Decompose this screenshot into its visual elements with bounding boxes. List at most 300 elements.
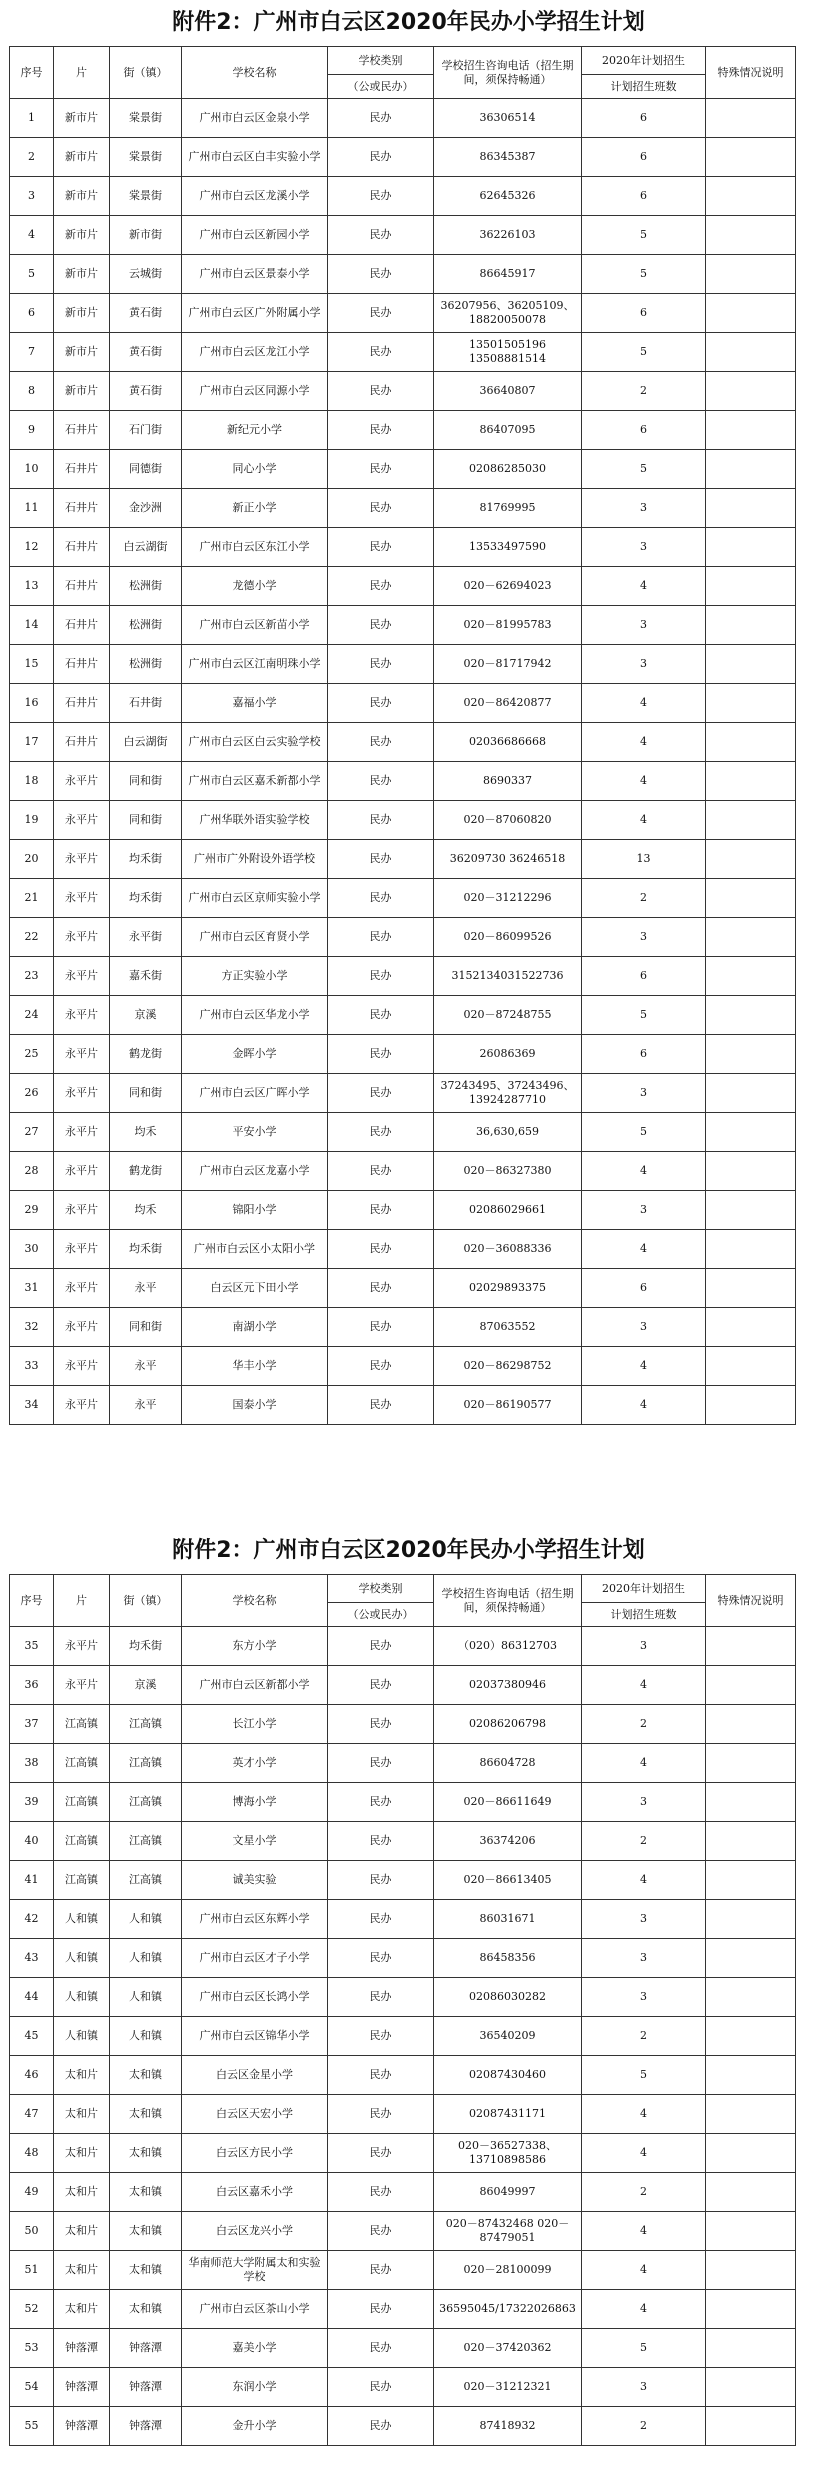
cell-note	[706, 1666, 796, 1705]
cell-area: 钟落潭	[54, 2329, 110, 2368]
cell-type: 民办	[328, 2173, 434, 2212]
table-row	[10, 177, 796, 216]
cell-school: 文星小学	[182, 1822, 328, 1861]
cell-street: 金沙洲	[110, 489, 182, 528]
cell-type: 民办	[328, 1347, 434, 1386]
cell-phone: 020－86611649	[434, 1783, 582, 1822]
cell-street: 同和街	[110, 801, 182, 840]
table-row	[10, 2290, 796, 2329]
cell-street: 江高镇	[110, 1822, 182, 1861]
cell-no: 4	[10, 216, 54, 255]
cell-classes: 6	[582, 99, 706, 138]
cell-school: 广州市白云区江南明珠小学	[182, 645, 328, 684]
cell-no: 10	[10, 450, 54, 489]
cell-classes: 5	[582, 1113, 706, 1152]
cell-phone: 02086206798	[434, 1705, 582, 1744]
table-row	[10, 1308, 796, 1347]
cell-classes: 4	[582, 1152, 706, 1191]
cell-school: 广州市白云区才子小学	[182, 1939, 328, 1978]
cell-note	[706, 957, 796, 996]
cell-street: 同和街	[110, 762, 182, 801]
cell-type: 民办	[328, 489, 434, 528]
cell-note	[706, 567, 796, 606]
cell-area: 江高镇	[54, 1783, 110, 1822]
cell-phone: 02029893375	[434, 1269, 582, 1308]
cell-area: 永平片	[54, 918, 110, 957]
cell-school: 英才小学	[182, 1744, 328, 1783]
cell-classes: 2	[582, 372, 706, 411]
cell-type: 民办	[328, 1822, 434, 1861]
header-no: 序号	[10, 1575, 54, 1627]
cell-note	[706, 1269, 796, 1308]
cell-type: 民办	[328, 2290, 434, 2329]
cell-note	[706, 333, 796, 372]
cell-no: 19	[10, 801, 54, 840]
cell-phone: 36226103	[434, 216, 582, 255]
cell-phone: 020－86613405	[434, 1861, 582, 1900]
cell-note	[706, 606, 796, 645]
cell-school: 广州市白云区京师实验小学	[182, 879, 328, 918]
enrollment-table	[9, 1574, 796, 2446]
cell-phone: 36209730 36246518	[434, 840, 582, 879]
cell-note	[706, 216, 796, 255]
cell-area: 永平片	[54, 879, 110, 918]
cell-classes: 3	[582, 2368, 706, 2407]
cell-classes: 3	[582, 1939, 706, 1978]
cell-type: 民办	[328, 879, 434, 918]
cell-street: 同和街	[110, 1308, 182, 1347]
cell-street: 均禾	[110, 1113, 182, 1152]
cell-phone: 36540209	[434, 2017, 582, 2056]
cell-note	[706, 2134, 796, 2173]
cell-classes: 4	[582, 2290, 706, 2329]
cell-street: 石门街	[110, 411, 182, 450]
cell-phone: 020－28100099	[434, 2251, 582, 2290]
cell-type: 民办	[328, 957, 434, 996]
cell-classes: 6	[582, 294, 706, 333]
cell-no: 48	[10, 2134, 54, 2173]
cell-street: 均禾街	[110, 879, 182, 918]
cell-type: 民办	[328, 606, 434, 645]
cell-note	[706, 2251, 796, 2290]
header-note: 特殊情况说明	[706, 1575, 796, 1627]
cell-area: 江高镇	[54, 1705, 110, 1744]
table-row	[10, 255, 796, 294]
cell-note	[706, 801, 796, 840]
cell-classes: 3	[582, 1783, 706, 1822]
table-row	[10, 1113, 796, 1152]
table-row	[10, 1783, 796, 1822]
table-row	[10, 1822, 796, 1861]
cell-phone: 86407095	[434, 411, 582, 450]
cell-street: 人和镇	[110, 1900, 182, 1939]
cell-phone: 8690337	[434, 762, 582, 801]
cell-note	[706, 1744, 796, 1783]
cell-area: 石井片	[54, 645, 110, 684]
cell-phone: 020－81995783	[434, 606, 582, 645]
table-row	[10, 99, 796, 138]
cell-area: 新市片	[54, 138, 110, 177]
cell-note	[706, 918, 796, 957]
cell-school: 广州市白云区嘉禾新都小学	[182, 762, 328, 801]
cell-note	[706, 1386, 796, 1425]
table-body	[10, 1627, 796, 2446]
cell-school: 广州市白云区广晖小学	[182, 1074, 328, 1113]
table-row	[10, 294, 796, 333]
cell-classes: 4	[582, 1386, 706, 1425]
cell-area: 永平片	[54, 840, 110, 879]
header-area: 片	[54, 47, 110, 99]
table-row	[10, 2329, 796, 2368]
header-plan-sub: 计划招生班数	[582, 1603, 706, 1627]
cell-no: 14	[10, 606, 54, 645]
cell-school: 南湖小学	[182, 1308, 328, 1347]
cell-school: 东方小学	[182, 1627, 328, 1666]
cell-phone: 26086369	[434, 1035, 582, 1074]
cell-note	[706, 1783, 796, 1822]
cell-school: 广州市白云区金泉小学	[182, 99, 328, 138]
cell-street: 钟落潭	[110, 2329, 182, 2368]
table-row	[10, 1705, 796, 1744]
cell-street: 黄石街	[110, 333, 182, 372]
cell-classes: 4	[582, 567, 706, 606]
cell-street: 京溪	[110, 1666, 182, 1705]
table-row	[10, 1978, 796, 2017]
cell-type: 民办	[328, 1308, 434, 1347]
cell-no: 3	[10, 177, 54, 216]
cell-area: 永平片	[54, 1230, 110, 1269]
table-row	[10, 2212, 796, 2251]
cell-area: 永平片	[54, 996, 110, 1035]
table-row	[10, 1035, 796, 1074]
cell-type: 民办	[328, 2407, 434, 2446]
cell-street: 太和镇	[110, 2251, 182, 2290]
table-row	[10, 645, 796, 684]
cell-phone: 81769995	[434, 489, 582, 528]
cell-school: 广州市白云区新园小学	[182, 216, 328, 255]
cell-area: 新市片	[54, 216, 110, 255]
cell-type: 民办	[328, 801, 434, 840]
cell-no: 18	[10, 762, 54, 801]
cell-type: 民办	[328, 645, 434, 684]
cell-classes: 4	[582, 1347, 706, 1386]
cell-school: 嘉福小学	[182, 684, 328, 723]
cell-school: 广州市白云区广外附属小学	[182, 294, 328, 333]
cell-school: 锦阳小学	[182, 1191, 328, 1230]
cell-school: 同心小学	[182, 450, 328, 489]
cell-phone: 02037380946	[434, 1666, 582, 1705]
header-type: 学校类别	[328, 1575, 434, 1603]
table-row	[10, 138, 796, 177]
cell-classes: 4	[582, 2095, 706, 2134]
table-row	[10, 1230, 796, 1269]
cell-type: 民办	[328, 684, 434, 723]
cell-phone: 020－87248755	[434, 996, 582, 1035]
cell-school: 华南师范大学附属太和实验学校	[182, 2251, 328, 2290]
cell-school: 白云区天宏小学	[182, 2095, 328, 2134]
cell-phone: 62645326	[434, 177, 582, 216]
cell-area: 石井片	[54, 528, 110, 567]
cell-classes: 4	[582, 1861, 706, 1900]
cell-area: 新市片	[54, 255, 110, 294]
cell-school: 广州市白云区龙江小学	[182, 333, 328, 372]
cell-area: 永平片	[54, 1308, 110, 1347]
cell-area: 永平片	[54, 1386, 110, 1425]
cell-type: 民办	[328, 255, 434, 294]
cell-no: 37	[10, 1705, 54, 1744]
cell-no: 40	[10, 1822, 54, 1861]
cell-area: 人和镇	[54, 1939, 110, 1978]
cell-note	[706, 1308, 796, 1347]
cell-note	[706, 2329, 796, 2368]
cell-phone: 13501505196 13508881514	[434, 333, 582, 372]
cell-phone: 36207956、36205109、18820050078	[434, 294, 582, 333]
cell-type: 民办	[328, 333, 434, 372]
cell-street: 白云湖街	[110, 723, 182, 762]
cell-street: 太和镇	[110, 2095, 182, 2134]
cell-type: 民办	[328, 1191, 434, 1230]
cell-no: 30	[10, 1230, 54, 1269]
cell-area: 江高镇	[54, 1822, 110, 1861]
cell-phone: 36640807	[434, 372, 582, 411]
cell-street: 太和镇	[110, 2212, 182, 2251]
cell-school: 平安小学	[182, 1113, 328, 1152]
cell-type: 民办	[328, 1744, 434, 1783]
cell-area: 太和片	[54, 2173, 110, 2212]
cell-phone: 020－86420877	[434, 684, 582, 723]
cell-classes: 2	[582, 2017, 706, 2056]
cell-classes: 6	[582, 1035, 706, 1074]
header-phone: 学校招生咨询电话（招生期间，须保持畅通）	[434, 47, 582, 99]
table-row	[10, 996, 796, 1035]
cell-note	[706, 294, 796, 333]
table-row	[10, 606, 796, 645]
cell-no: 2	[10, 138, 54, 177]
cell-no: 47	[10, 2095, 54, 2134]
cell-phone: 87063552	[434, 1308, 582, 1347]
cell-school: 华丰小学	[182, 1347, 328, 1386]
cell-street: 均禾街	[110, 1230, 182, 1269]
cell-classes: 5	[582, 450, 706, 489]
page-title: 附件2：广州市白云区2020年民办小学招生计划	[172, 10, 645, 35]
cell-no: 16	[10, 684, 54, 723]
table-row	[10, 684, 796, 723]
cell-no: 8	[10, 372, 54, 411]
table-row	[10, 2134, 796, 2173]
cell-school: 方正实验小学	[182, 957, 328, 996]
cell-school: 新纪元小学	[182, 411, 328, 450]
cell-type: 民办	[328, 1269, 434, 1308]
cell-type: 民办	[328, 2251, 434, 2290]
page-title: 附件2：广州市白云区2020年民办小学招生计划	[172, 1538, 645, 1563]
cell-note	[706, 138, 796, 177]
cell-classes: 6	[582, 177, 706, 216]
cell-area: 永平片	[54, 1191, 110, 1230]
cell-phone: 020－87060820	[434, 801, 582, 840]
cell-phone: 020－86099526	[434, 918, 582, 957]
cell-no: 39	[10, 1783, 54, 1822]
table-row	[10, 2407, 796, 2446]
cell-type: 民办	[328, 138, 434, 177]
cell-phone: 020－36088336	[434, 1230, 582, 1269]
cell-area: 永平片	[54, 1035, 110, 1074]
table-row	[10, 1627, 796, 1666]
cell-area: 钟落潭	[54, 2407, 110, 2446]
cell-note	[706, 2056, 796, 2095]
cell-classes: 4	[582, 684, 706, 723]
cell-note	[706, 2368, 796, 2407]
cell-note	[706, 450, 796, 489]
cell-type: 民办	[328, 1783, 434, 1822]
cell-note	[706, 489, 796, 528]
cell-no: 50	[10, 2212, 54, 2251]
cell-area: 太和片	[54, 2290, 110, 2329]
table-row	[10, 528, 796, 567]
cell-phone: 3152134031522736	[434, 957, 582, 996]
cell-type: 民办	[328, 1074, 434, 1113]
cell-type: 民办	[328, 1705, 434, 1744]
table-row	[10, 957, 796, 996]
cell-type: 民办	[328, 1627, 434, 1666]
table-row	[10, 2173, 796, 2212]
table-row	[10, 801, 796, 840]
table-row	[10, 1861, 796, 1900]
header-plan: 2020年计划招生	[582, 1575, 706, 1603]
cell-no: 43	[10, 1939, 54, 1978]
table-row	[10, 1269, 796, 1308]
cell-classes: 3	[582, 1978, 706, 2017]
cell-classes: 5	[582, 216, 706, 255]
cell-area: 永平片	[54, 957, 110, 996]
cell-school: 广州市广外附设外语学校	[182, 840, 328, 879]
table-row	[10, 1191, 796, 1230]
cell-area: 石井片	[54, 450, 110, 489]
cell-no: 28	[10, 1152, 54, 1191]
cell-area: 人和镇	[54, 2017, 110, 2056]
cell-type: 民办	[328, 996, 434, 1035]
cell-school: 广州市白云区新都小学	[182, 1666, 328, 1705]
cell-classes: 3	[582, 1191, 706, 1230]
table-row	[10, 1900, 796, 1939]
cell-no: 42	[10, 1900, 54, 1939]
cell-note	[706, 372, 796, 411]
header-school: 学校名称	[182, 47, 328, 99]
cell-street: 石井街	[110, 684, 182, 723]
cell-area: 钟落潭	[54, 2368, 110, 2407]
cell-phone: 020－81717942	[434, 645, 582, 684]
cell-note	[706, 645, 796, 684]
cell-school: 东润小学	[182, 2368, 328, 2407]
cell-no: 35	[10, 1627, 54, 1666]
cell-phone: 86458356	[434, 1939, 582, 1978]
cell-note	[706, 2173, 796, 2212]
cell-type: 民办	[328, 723, 434, 762]
cell-phone: 86049997	[434, 2173, 582, 2212]
cell-area: 石井片	[54, 411, 110, 450]
cell-type: 民办	[328, 762, 434, 801]
cell-note	[706, 1939, 796, 1978]
cell-no: 29	[10, 1191, 54, 1230]
table-row	[10, 333, 796, 372]
cell-no: 9	[10, 411, 54, 450]
cell-school: 广州市白云区茶山小学	[182, 2290, 328, 2329]
cell-phone: 13533497590	[434, 528, 582, 567]
cell-street: 太和镇	[110, 2173, 182, 2212]
cell-note	[706, 2017, 796, 2056]
cell-area: 新市片	[54, 177, 110, 216]
cell-area: 新市片	[54, 333, 110, 372]
cell-area: 永平片	[54, 762, 110, 801]
table-row	[10, 762, 796, 801]
cell-phone: 36374206	[434, 1822, 582, 1861]
cell-type: 民办	[328, 1900, 434, 1939]
cell-classes: 4	[582, 762, 706, 801]
cell-note	[706, 762, 796, 801]
cell-school: 白云区元下田小学	[182, 1269, 328, 1308]
cell-street: 松洲街	[110, 567, 182, 606]
cell-area: 永平片	[54, 1269, 110, 1308]
cell-no: 45	[10, 2017, 54, 2056]
table-row	[10, 2095, 796, 2134]
cell-phone: 020－31212296	[434, 879, 582, 918]
cell-note	[706, 177, 796, 216]
cell-street: 钟落潭	[110, 2407, 182, 2446]
cell-area: 永平片	[54, 1627, 110, 1666]
table-row	[10, 1074, 796, 1113]
table-row	[10, 2056, 796, 2095]
cell-note	[706, 1627, 796, 1666]
cell-note	[706, 255, 796, 294]
cell-note	[706, 1074, 796, 1113]
cell-no: 46	[10, 2056, 54, 2095]
cell-street: 同德街	[110, 450, 182, 489]
cell-street: 太和镇	[110, 2134, 182, 2173]
cell-type: 民办	[328, 2329, 434, 2368]
cell-type: 民办	[328, 1152, 434, 1191]
cell-no: 51	[10, 2251, 54, 2290]
cell-area: 石井片	[54, 567, 110, 606]
cell-area: 永平片	[54, 1666, 110, 1705]
cell-street: 永平	[110, 1386, 182, 1425]
cell-street: 棠景街	[110, 99, 182, 138]
cell-no: 36	[10, 1666, 54, 1705]
cell-note	[706, 99, 796, 138]
cell-school: 白云区金星小学	[182, 2056, 328, 2095]
cell-classes: 4	[582, 801, 706, 840]
cell-phone: 86031671	[434, 1900, 582, 1939]
cell-phone: 02036686668	[434, 723, 582, 762]
cell-phone: （020）86312703	[434, 1627, 582, 1666]
cell-classes: 3	[582, 1627, 706, 1666]
table-row	[10, 1744, 796, 1783]
table-body	[10, 99, 796, 1425]
cell-no: 53	[10, 2329, 54, 2368]
cell-type: 民办	[328, 294, 434, 333]
cell-street: 棠景街	[110, 138, 182, 177]
cell-classes: 4	[582, 723, 706, 762]
cell-note	[706, 1035, 796, 1074]
cell-classes: 2	[582, 1705, 706, 1744]
cell-note	[706, 879, 796, 918]
cell-note	[706, 1861, 796, 1900]
cell-note	[706, 528, 796, 567]
cell-phone: 020－62694023	[434, 567, 582, 606]
cell-classes: 5	[582, 2329, 706, 2368]
cell-street: 均禾街	[110, 840, 182, 879]
cell-type: 民办	[328, 2017, 434, 2056]
cell-no: 34	[10, 1386, 54, 1425]
cell-street: 钟落潭	[110, 2368, 182, 2407]
